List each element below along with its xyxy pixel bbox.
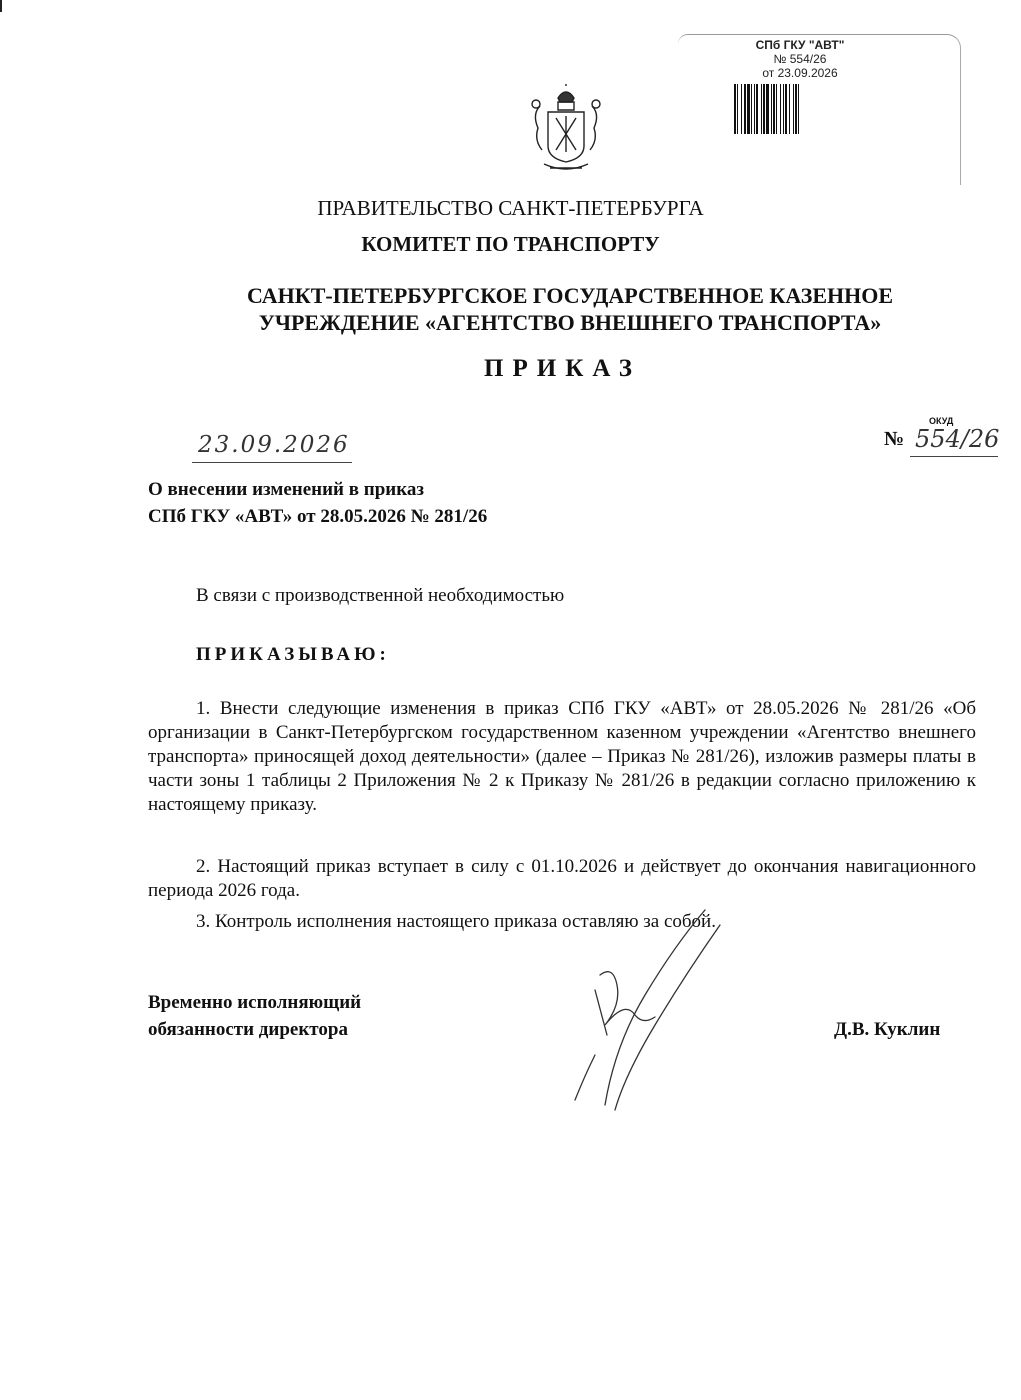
- barcode-bar: [756, 84, 758, 134]
- paragraph-1: [148, 697, 976, 817]
- barcode-bar: [744, 84, 746, 134]
- barcode-bar: [771, 84, 772, 134]
- committee-title: КОМИТЕТ ПО ТРАНСПОРТУ: [361, 232, 660, 256]
- document-date: 23.09.2026: [198, 432, 350, 458]
- barcode-bar: [747, 84, 750, 134]
- barcode-bar: [763, 84, 765, 134]
- paragraph-2: [148, 855, 976, 903]
- paragraph-2-text: 2. Настоящий приказ вступает в силу с 01.10.2026 и действует до окончания навигационного периода 2026 года.: [148, 856, 976, 901]
- number-sign: №: [884, 428, 905, 450]
- barcode-bar: [754, 84, 755, 134]
- barcode-bar: [785, 84, 787, 134]
- barcode-bar: [773, 84, 775, 134]
- handwritten-signature: [555, 905, 745, 1115]
- barcode-bar: [776, 84, 777, 134]
- date-underline: [192, 462, 352, 463]
- barcode-bar: [783, 84, 784, 134]
- okud-label: ОКУД: [929, 416, 954, 426]
- paragraph-1-text: 1. Внести следующие изменения в приказ СПб ГКУ «АВТ» от 28.05.2026 № 281/26 «Об организации в Санкт-Петербургском государственном казенном учреждении «Агентство внешнего транспорта» приносящей доход деятельности» (далее – Приказ № 281/26), изложив размеры платы в части зоны 1 таблицы 2 Приложения № 2 к Приказу № 281/26 в редакции согласно приложению к настоящему приказу.: [148, 698, 976, 815]
- document-number: 554/26: [915, 425, 1000, 453]
- document-type: ПРИКАЗ: [484, 355, 641, 382]
- number-underline: [910, 456, 998, 457]
- reason-text: В связи с производственной необходимостью: [196, 585, 565, 606]
- barcode-bar: [766, 84, 769, 134]
- paragraph-3-text: 3. Контроль исполнения настоящего приказа оставляю за собой.: [196, 911, 716, 932]
- order-word: ПРИКАЗЫВАЮ:: [196, 644, 390, 665]
- stamp-number: № 554/26: [773, 52, 827, 66]
- barcode-bar: [751, 84, 752, 134]
- barcode-bar: [741, 84, 742, 134]
- barcode-bar: [737, 84, 738, 134]
- barcode-bar: [798, 84, 799, 134]
- barcode: [734, 84, 846, 134]
- subject-line2: СПб ГКУ «АВТ» от 28.05.2026 № 281/26: [148, 506, 488, 527]
- coat-of-arms-icon: [524, 84, 608, 176]
- barcode-bar: [793, 84, 794, 134]
- agency-title-line2: УЧРЕЖДЕНИЕ «АГЕНТСТВО ВНЕШНЕГО ТРАНСПОРТА»: [258, 310, 882, 335]
- registration-stamp: [720, 38, 880, 80]
- barcode-bar: [789, 84, 790, 134]
- barcode-bar: [780, 84, 781, 134]
- stamp-date: от 23.09.2026: [762, 66, 838, 80]
- government-title: ПРАВИТЕЛЬСТВО САНКТ-ПЕТЕРБУРГА: [317, 196, 704, 220]
- subject-line1: О внесении изменений в приказ: [148, 479, 425, 500]
- barcode-bar: [795, 84, 797, 134]
- barcode-bar: [761, 84, 762, 134]
- signer-title-line2: обязанности директора: [148, 1019, 348, 1040]
- signer-title-line1: Временно исполняющий: [148, 992, 362, 1013]
- signer-name: Д.В. Куклин: [834, 1019, 941, 1040]
- barcode-bar: [734, 84, 736, 134]
- scan-edge-mark: [0, 0, 2, 12]
- stamp-org: СПб ГКУ "АВТ": [755, 38, 845, 52]
- agency-title-line1: САНКТ-ПЕТЕРБУРГСКОЕ ГОСУДАРСТВЕННОЕ КАЗЕННОЕ: [246, 283, 894, 308]
